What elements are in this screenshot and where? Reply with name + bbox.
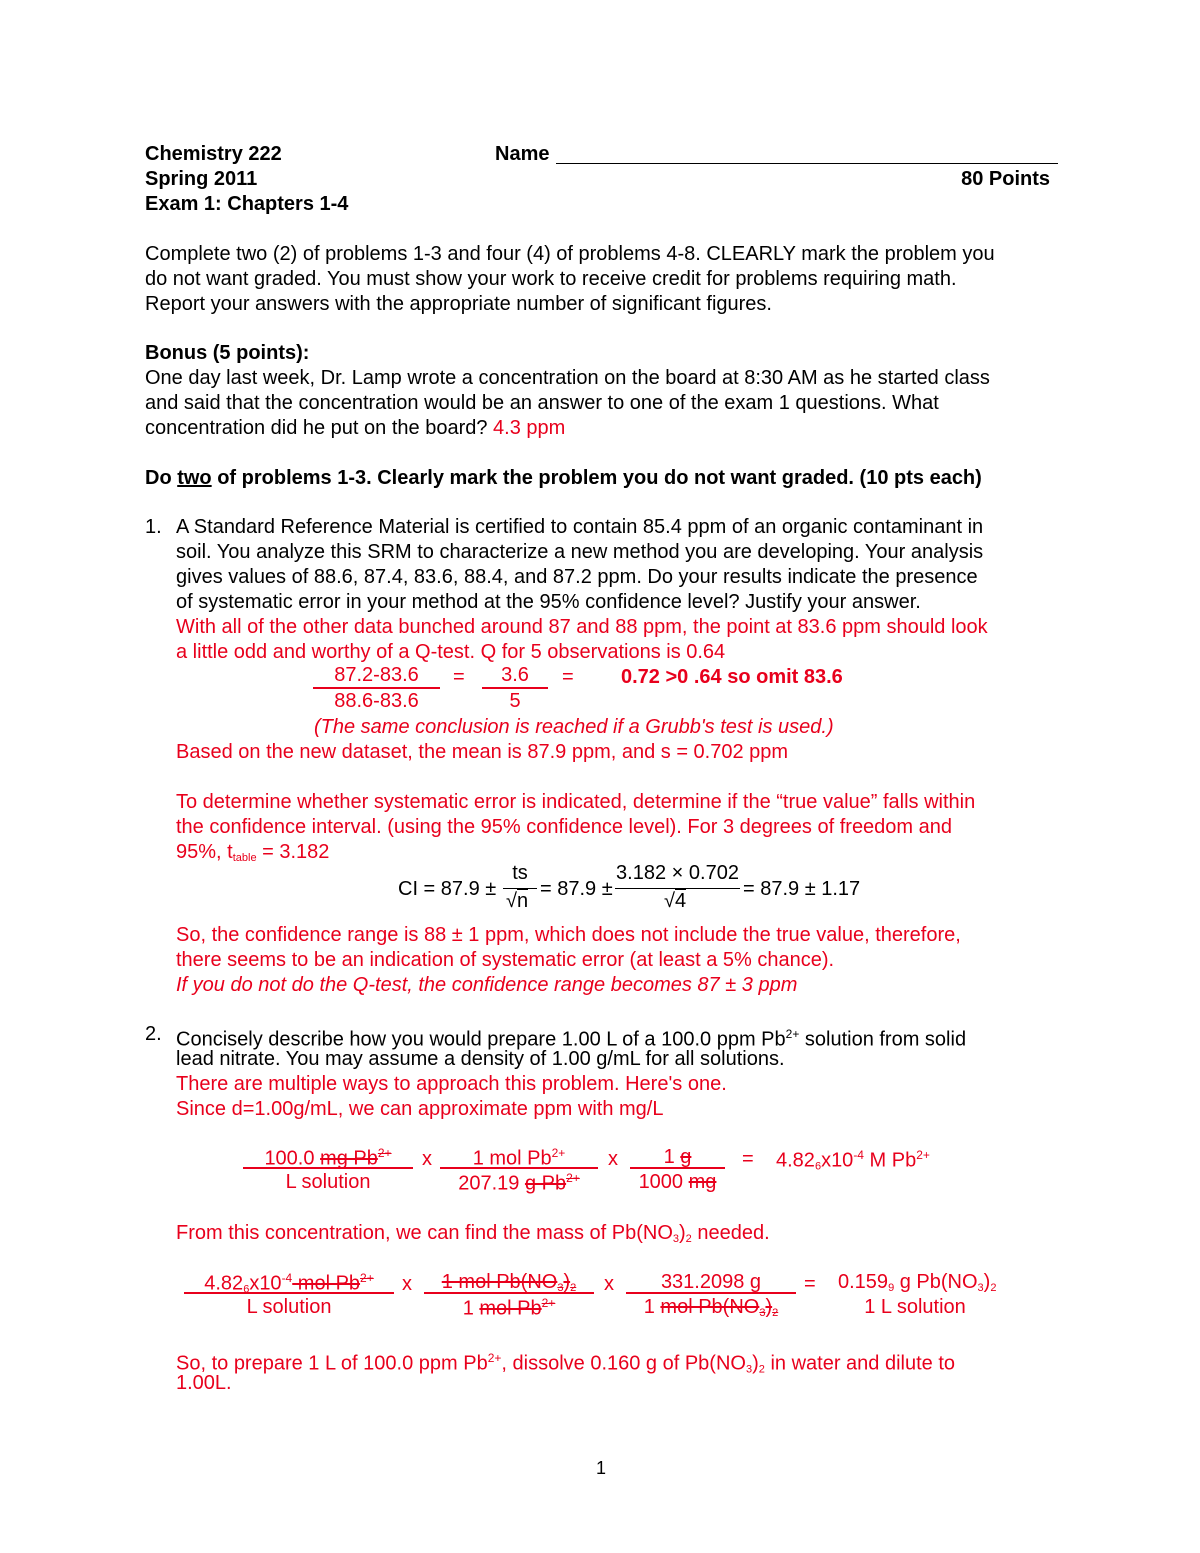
c1-x1: x (422, 1148, 432, 1170)
sqrt-icon: √ (506, 890, 517, 912)
q2-denominator: 5 (509, 690, 521, 712)
p2-answer-2: Since d=1.00g/mL, we can approximate ppm with mg/L (176, 1098, 664, 1120)
c2-result-den: 1 L solution (864, 1296, 966, 1318)
ci-mid: = 87.9 ± (540, 878, 613, 900)
c1-n3: 1 g (663, 1146, 692, 1168)
conclusion-1: So, the confidence range is 88 ± 1 ppm, which does not include the true value, therefore, (176, 924, 961, 946)
c2-result: 0.1599 g Pb(NO3)2 (838, 1271, 997, 1294)
p1-question-2: soil. You analyze this SRM to characterize a new method you are developing. Your analysis (176, 541, 984, 563)
name-label: Name (495, 143, 550, 165)
c1-n2: 1 mol $Pb^{2+}$ (472, 1146, 566, 1170)
ci-frac1-num: ts (512, 862, 528, 884)
p2-question-1: Concisely describe how you would prepare 1.00 L of a 100.0 ppm $Pb^{2+}$ solution from solid (176, 1027, 967, 1051)
c2-d1: L solution (246, 1296, 332, 1318)
instructions-line-1: Complete two (2) of problems 1-3 and four (4) of problems 4-8. CLEARLY mark the problem you (145, 243, 995, 265)
p2-question-2: lead nitrate. You may assume a density of 1.00 g/mL for all solutions. (176, 1048, 785, 1070)
page-number: 1 (596, 1458, 607, 1478)
no-q-test-note: If you do not do the Q-test, the confidence range becomes 87 ± 3 ppm (176, 974, 798, 996)
ci-lhs: CI = 87.9 ± (398, 878, 497, 900)
q-result: 0.72 >0 .64 so omit 83.6 (621, 666, 843, 688)
sqrt-n: √n (506, 890, 529, 912)
q-denominator: 88.6-83.6 (334, 690, 419, 712)
ci-frac2-num: 3.182 × 0.702 (616, 862, 739, 884)
t-table: 95%, ttable = 3.182 (176, 841, 330, 864)
c2-bar2 (424, 1292, 594, 1294)
c2-n1: $4.826x10^{-4}$ mol $Pb^{2+}$ (204, 1271, 374, 1296)
ci-text-1: To determine whether systematic error is indicated, determine if the “true value” falls within (176, 791, 976, 813)
q2-fraction-bar (482, 687, 548, 689)
instructions-line-3: Report your answers with the appropriate number of significant figures. (145, 293, 772, 315)
section-heading: Do two of problems 1-3. Clearly mark the problem you do not want graded. (10 pts each) (145, 467, 982, 489)
ci-rhs: = 87.9 ± 1.17 (743, 878, 861, 900)
bonus-line-1: One day last week, Dr. Lamp wrote a concentration on the board at 8:30 AM as he started class (145, 367, 990, 389)
c2-x1: x (402, 1273, 412, 1295)
exam-title: Exam 1: Chapters 1-4 (145, 193, 349, 215)
p1-question-3: gives values of 88.6, 87.4, 83.6, 88.4, and 87.2 ppm. Do your results indicate the presence (176, 566, 978, 588)
q-equals-1: = (453, 666, 465, 688)
sqrt-icon: √ (664, 890, 675, 912)
c1-d2: 207.19 g $Pb^{2+}$ (458, 1171, 580, 1195)
final-line-2: 1.00L. (176, 1372, 232, 1394)
total-points: 80 Points (961, 168, 1050, 190)
c1-d3: 1000 mg (638, 1171, 717, 1193)
ci-text-2: the confidence interval. (using the 95% confidence level). For 3 degrees of freedom and (176, 816, 953, 838)
instructions-line-2: do not want graded. You must show your work to receive credit for problems requiring math. (145, 268, 957, 290)
c1-d1: L solution (285, 1171, 371, 1193)
c1-x2: x (608, 1148, 618, 1170)
q-numerator: 87.2-83.6 (334, 664, 419, 686)
c2-equals: = (804, 1273, 816, 1295)
problem-1-number: 1. (145, 516, 162, 538)
c2-n3: 331.2098 g (660, 1271, 762, 1293)
c1-equals: = (742, 1148, 754, 1170)
final-line-1: So, to prepare 1 L of 100.0 ppm $Pb^{2+}$, dissolve 0.160 g of Pb(NO3)2 in water and dilute to (176, 1351, 956, 1376)
c2-bar1 (184, 1292, 394, 1294)
bonus-heading: Bonus (5 points): (145, 342, 310, 364)
p1-answer-1: With all of the other data bunched around 87 and 88 ppm, the point at 83.6 ppm should look (176, 616, 988, 638)
bonus-line-2: and said that the concentration would be an answer to one of the exam 1 questions. What (145, 392, 939, 414)
bonus-answer: 4.3 ppm (493, 417, 566, 439)
c1-bar2 (440, 1167, 598, 1169)
c2-bar3 (626, 1292, 796, 1294)
mass-statement: From this concentration, we can find the mass of Pb(NO3)2 needed. (176, 1222, 770, 1245)
course-title: Chemistry 222 (145, 143, 282, 165)
grubbs-note: (The same conclusion is reached if a Grubb's test is used.) (314, 716, 834, 738)
p1-question-1: A Standard Reference Material is certified to contain 85.4 ppm of an organic contaminant in (176, 516, 984, 538)
conclusion-2: there seems to be an indication of systematic error (at least a 5% chance). (176, 949, 835, 971)
p1-question-4: of systematic error in your method at the 95% confidence level? Justify your answer. (176, 591, 921, 613)
q2-numerator: 3.6 (501, 664, 529, 686)
name-line (556, 163, 1058, 164)
c2-d3: 1 mol Pb(NO3)2 (643, 1296, 779, 1319)
p1-answer-2: a little odd and worthy of a Q-test. Q for 5 observations is 0.64 (176, 641, 726, 663)
q-fraction-bar (313, 687, 440, 689)
p2-answer-1: There are multiple ways to approach this problem. Here's one. (176, 1073, 727, 1095)
c2-n2: 1 mol Pb(NO3)2 (441, 1271, 577, 1294)
mean-statement: Based on the new dataset, the mean is 87.9 ppm, and s = 0.702 ppm (176, 741, 789, 763)
term: Spring 2011 (145, 168, 258, 190)
q-equals-2: = (562, 666, 574, 688)
problem-2-number: 2. (145, 1023, 162, 1045)
c1-bar1 (243, 1167, 413, 1169)
c1-result: $4.826x10^{-4}$ M $Pb^{2+}$ (776, 1148, 930, 1173)
c2-x2: x (604, 1273, 614, 1295)
c2-d2: 1 mol $Pb^{2+}$ (462, 1296, 556, 1320)
sqrt-4: √4 (664, 890, 687, 912)
c1-bar3 (630, 1167, 725, 1169)
c1-n1: 100.0 mg $Pb^{2+}$ (264, 1146, 392, 1170)
bonus-line-3: concentration did he put on the board? 4.3 ppm (145, 417, 566, 439)
